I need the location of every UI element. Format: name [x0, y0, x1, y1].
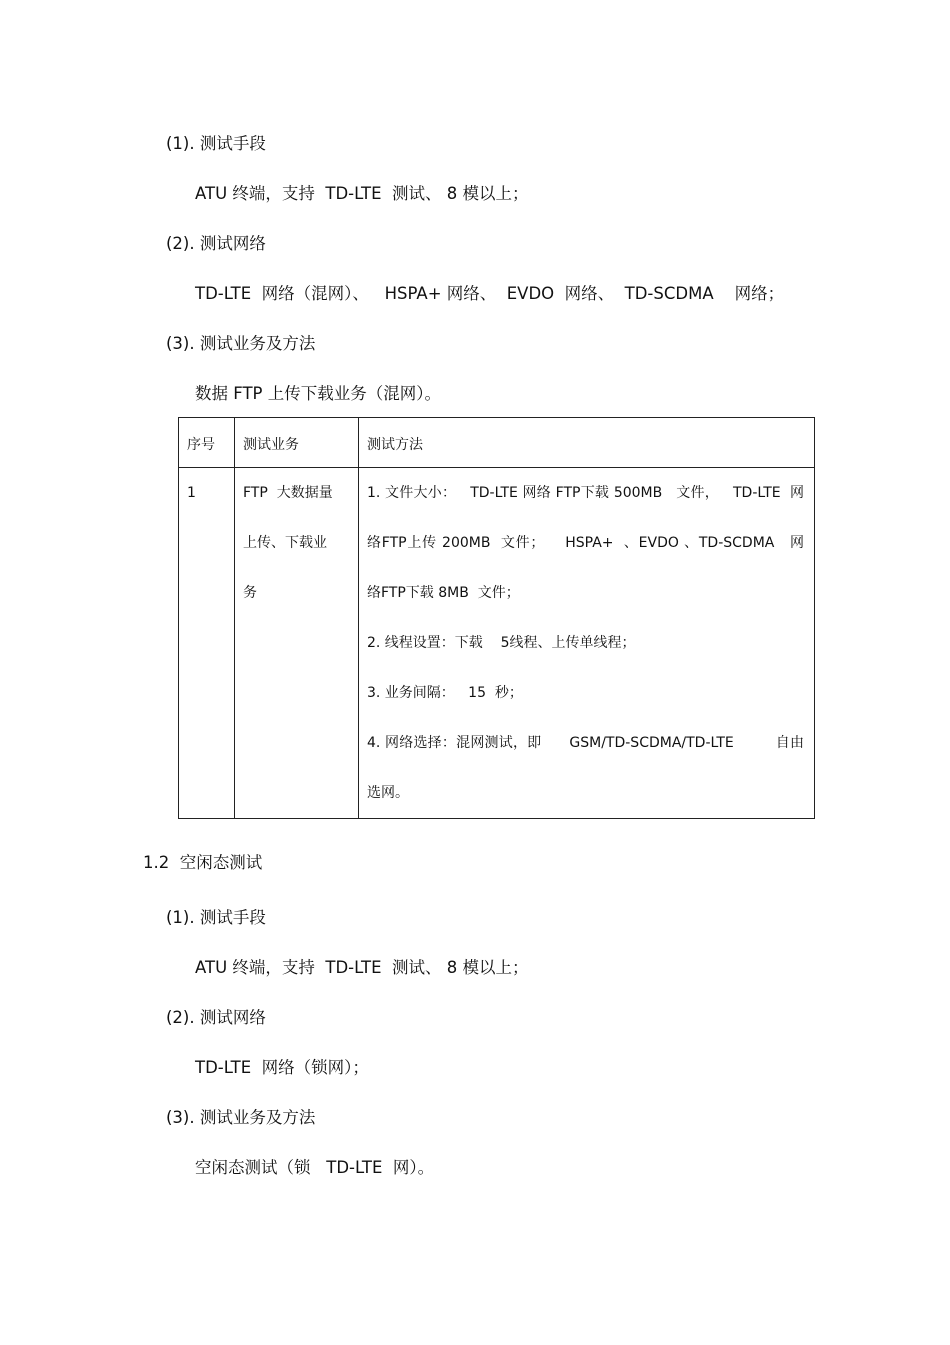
table-header-cell: [179, 418, 235, 468]
method-line: 络FTP上传 200MB 文件； HSPA+ 、EVDO 、TD-SCDMA 网: [367, 535, 804, 551]
service-line: FTP 大数据量: [243, 485, 333, 501]
heading-test-means: (1). 测试手段: [166, 134, 266, 153]
method-line: 选网。: [367, 785, 409, 801]
table-header-cell: [235, 418, 359, 468]
section-title-idle-test: 1.2 空闲态测试: [143, 853, 263, 872]
table-cell-no: [179, 468, 235, 819]
table-cell-service: [235, 468, 359, 819]
heading-test-network: (2). 测试网络: [166, 234, 266, 253]
method-line: 络FTP下载 8MB 文件；: [367, 585, 520, 601]
paragraph-test-method: 空闲态测试（锁 TD-LTE 网）。: [195, 1158, 435, 1177]
heading-test-means: (1). 测试手段: [166, 908, 266, 927]
paragraph-test-network: TD-LTE 网络（锁网）；: [195, 1058, 369, 1077]
heading-test-method: (3). 测试业务及方法: [166, 1108, 316, 1127]
paragraph-test-means: ATU 终端，支持 TD-LTE 测试、 8 模以上；: [195, 184, 529, 203]
method-line: 3. 业务间隔： 15 秒；: [367, 685, 523, 701]
method-line: 1. 文件大小： TD-LTE 网络 FTP下载 500MB 文件， TD-LTE 网: [367, 485, 804, 501]
header-no: 序号: [187, 437, 215, 453]
method-line: 4. 网络选择：混网测试，即 GSM/TD-SCDMA/TD-LTE 自由: [367, 735, 804, 751]
paragraph-test-network: TD-LTE 网络（混网）、 HSPA+ 网络、 EVDO 网络、 TD-SCDMA 网络；: [195, 284, 785, 303]
service-line: 务: [243, 585, 257, 601]
service-line: 上传、下载业: [243, 535, 327, 551]
paragraph-test-means: ATU 终端，支持 TD-LTE 测试、 8 模以上；: [195, 958, 529, 977]
table-header-cell: [359, 418, 815, 468]
row-no: 1: [187, 485, 196, 501]
table-header-row: [179, 418, 815, 468]
header-method: 测试方法: [367, 437, 423, 453]
header-service: 测试业务: [243, 437, 299, 453]
method-line: 2. 线程设置：下载 5线程、上传单线程；: [367, 635, 636, 651]
table-row: [179, 468, 815, 819]
paragraph-test-method: 数据 FTP 上传下载业务（混网）。: [195, 384, 441, 403]
heading-test-network: (2). 测试网络: [166, 1008, 266, 1027]
table-cell-method: [359, 468, 815, 819]
test-method-table: [178, 417, 815, 819]
heading-test-method: (3). 测试业务及方法: [166, 334, 316, 353]
